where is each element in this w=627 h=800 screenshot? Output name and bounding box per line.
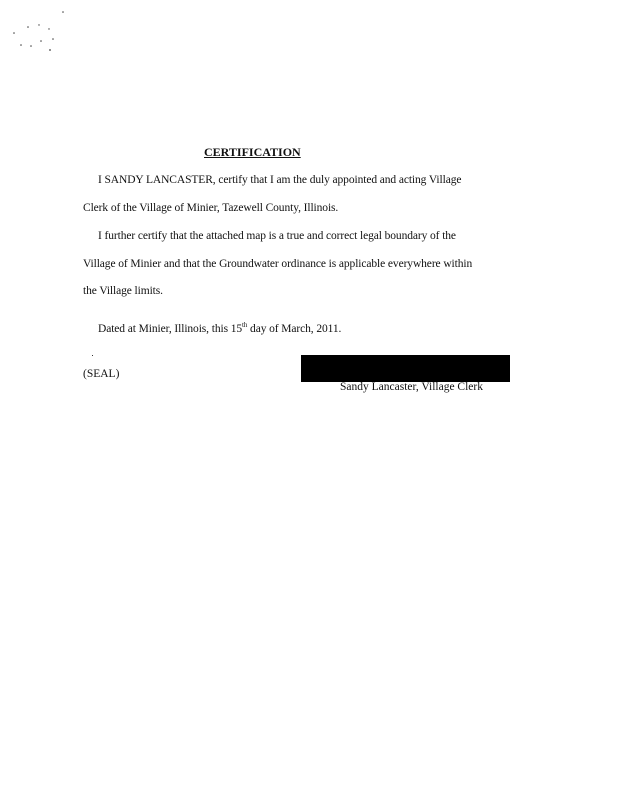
paragraph2-line2: Village of Minier and that the Groundwater ordinance is applicable everywhere within <box>83 258 473 270</box>
paragraph1-line1: I SANDY LANCASTER, certify that I am the duly appointed and acting Village <box>98 174 462 186</box>
certification-title: CERTIFICATION <box>204 145 301 159</box>
dated-suffix: day of March, 2011. <box>247 323 342 335</box>
dated-prefix: Dated at Minier, Illinois, this 15 <box>98 323 243 335</box>
scan-specks <box>8 8 78 58</box>
redacted-signature <box>301 355 510 382</box>
seal-label: (SEAL) <box>83 368 120 380</box>
paragraph1-line2: Clerk of the Village of Minier, Tazewell County, Illinois. <box>83 202 339 214</box>
dated-superscript: th <box>242 321 248 329</box>
signature-caption: Sandy Lancaster, Village Clerk <box>340 381 483 393</box>
dated-line <box>98 323 341 335</box>
scan-dot <box>92 355 93 356</box>
paragraph2-line1: I further certify that the attached map is a true and correct legal boundary of the <box>98 230 456 242</box>
paragraph2-line3: the Village limits. <box>83 285 163 297</box>
